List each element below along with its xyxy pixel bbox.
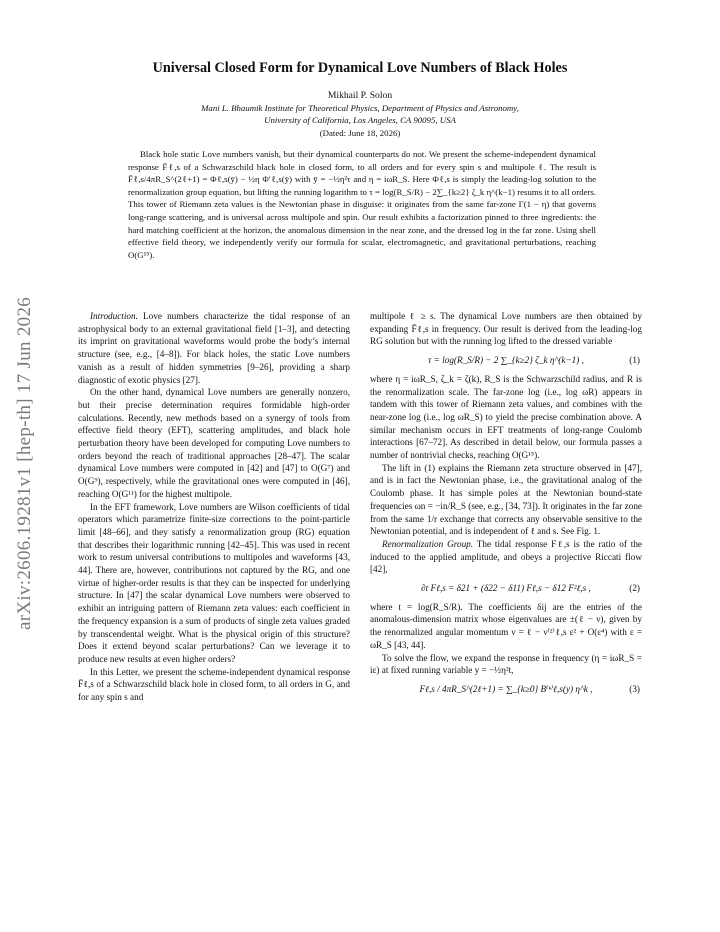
author-affiliation <box>110 102 610 127</box>
rg-heading: Renormalization Group. <box>382 538 474 549</box>
equation-3-body: Fℓ,s / 4πR_S^(2ℓ+1) = ∑_{k≥0} B⁽ᵏ⁾ℓ,s(y) η^k , <box>419 683 593 694</box>
intro-heading: Introduction. <box>90 311 138 321</box>
right-paragraph-6: To solve the flow, we expand the response in frequency (η = iωR_S = iε) at fixed running variable y = −½η²t, <box>370 652 642 676</box>
left-paragraph-4: In this Letter, we present the scheme-independent dynamical response F̄ℓ,s of a Schwarzschild black hole in closed form, to all orders in G, and for any spin s and <box>78 666 350 703</box>
right-paragraph-5: where t = log(R_S/R). The coefficients δij are the entries of the anomalous-dimension matrix whose eigenvalues are ±(ℓ − ν), given by the renormalized angular momentum ν = ℓ − ν⁽²⁾ℓ,s ε² + O(ε⁴) with ε = ωR_S [43, 44]. <box>370 601 642 650</box>
intro-text: Love numbers characterize the tidal response of an astrophysical body to an external gravitational field [1–3], and detecting its imprint on gravitational waveforms would probe the body’s internal structure (see, e.g., [4–8]). For black holes, the static Love numbers vanish as a result of hidden symmetries [9–26], providing a sharp diagnostic of exotic physics [27]. <box>78 311 350 385</box>
right-paragraph-3: The lift in (1) explains the Riemann zeta structure observed in [47], and is in fact the Newtonian phase, i.e., the gravitational analog of the Coulomb phase. It has simple poles at the Newtonian bound-state frequencies ωn = −in/R_S (see, e.g., [34, 73]). It originates in the far zone from the same 1/r exchange that corrects any observable sensitive to the Newtonian potential, and is independent of ℓ and s. See Fig. 1. <box>370 462 642 537</box>
left-column <box>78 310 350 704</box>
right-paragraph-1: multipole ℓ ≥ s. The dynamical Love numbers are then obtained by expanding F̄ℓ,s in frequency. Our result is derived from the leading-log RG solution but with the running log lifted to the dressed variable <box>370 311 642 347</box>
equation-1-body: τ = log(R_S/R) − 2 ∑_{k≥2} ζ_k η^(k−1) , <box>428 355 584 366</box>
abstract: Black hole static Love numbers vanish, but their dynamical counterparts do not. We present the scheme-independent dynamical response F̄ℓ,s of a Schwarzschild black hole in closed form, to all orders and for every spin s and multipole ℓ. The result is F̄ℓ,s/4πR_S^(2ℓ+1) = Φℓ,s(ȳ) − ½η Φ′ℓ,s(ȳ) with ȳ = −½η²τ and η = iωR_S. Here Φℓ,s is simply the leading-log solution to the renormalization group equation, but lifting the running logarithm to τ = log(R_S/R) − 2∑_{k≥2} ζ_k η^(k−1) resums it to all orders. This tower of Riemann zeta values is the Newtonian phase in disguise: it originates from the same far-zone Γ(1 − η) that governs long-range scattering, and is universal across multipole and spin. Our result exhibits a factorization pinned to three ingredients: the hard matching coefficient at the horizon, the anomalous dimension in the near zone, and the dressed log in the far zone. Using shell effective field theory, we independently verify our formula for scalar, electromagnetic, and gravitational perturbations, reaching O(G¹⁵). <box>128 149 596 260</box>
arxiv-identifier-stamp: arXiv:2606.19281v1 [hep-th] 17 Jun 2026 <box>14 296 35 630</box>
date-line: (Dated: June 18, 2026) <box>319 128 401 138</box>
equation-1 <box>370 354 642 367</box>
author-name: Mikhail P. Solon <box>327 90 393 101</box>
right-column <box>370 310 642 702</box>
equation-1-number: (1) <box>629 355 640 366</box>
left-paragraph-2: On the other hand, dynamical Love numbers are generally nonzero, but their precise determination requires formidable high-order calculations. Recently, new methods based on a synergy of tools from effective field theory (EFT), scattering amplitudes, and black hole perturbation theory have been developed for computing Love numbers to orders beyond the reach of traditional approaches [28–47]. The scalar dynamical Love numbers were computed in [42] and [47] to O(G⁷) and O(G⁹), respectively, while the gravitational ones were computed in [46], reaching O(G¹¹) for the highest multipole. <box>78 387 350 499</box>
rg-paragraph <box>370 538 642 576</box>
equation-2 <box>370 582 642 595</box>
paper-title: Universal Closed Form for Dynamical Love Numbers of Black Holes <box>152 60 568 76</box>
right-paragraph-2: where η = iωR_S, ζ_k = ζ(k), R_S is the Schwarzschild radius, and R is the renormalization scale. The far-zone log (i.e., log ωR) appears in tandem with this tower of Riemann zeta values, and combines with the near-zone log (i.e., log ωR_S) to yield the precise combination above. A similar mechanism occurs in EFT treatments of long-range Coulomb interactions [67–72]. As described in detail below, our formula passes a number of nontrivial checks, reaching O(G¹⁵). <box>370 373 642 461</box>
equation-2-body: ∂t Fℓ,s = δ21 + (δ22 − δ11) Fℓ,s − δ12 F²ℓ,s , <box>421 583 591 594</box>
affiliation-line-2: University of California, Los Angeles, CA 90095, USA <box>264 115 456 126</box>
rg-text: The tidal response Fℓ,s is the ratio of the induced to the applied amplitude, and obeys a projective Riccati flow [42], <box>370 538 642 575</box>
equation-3 <box>370 683 642 696</box>
equation-3-number: (3) <box>629 683 640 694</box>
intro-paragraph <box>78 310 350 386</box>
left-paragraph-3: In the EFT framework, Love numbers are Wilson coefficients of tidal operators which parametrize finite-size corrections to the point-particle limit [48–66], and they satisfy a renormalization group (RG) equation that describes their logarithmic running [42–45]. This was used in recent work to resum universal contributions to multipoles and waveforms [43, 44]. There are, however, contributions not captured by the RG, and one virtue of higher-order results is that they can be inspected for underlying structure. In [47] the scalar dynamical Love numbers were observed to exhibit an intriguing pattern of Riemann zeta values: each coefficient in the frequency expansion is a sum of products of single zeta values graded by transcendental weight. What is the physical origin of this structure? Does it extend beyond scalar perturbations? Can we leverage it to produce new results at even higher orders? <box>78 501 350 664</box>
affiliation-line-1: Mani L. Bhaumik Institute for Theoretical Physics, Department of Physics and Astronomy, <box>201 103 519 113</box>
equation-2-number: (2) <box>629 583 640 594</box>
